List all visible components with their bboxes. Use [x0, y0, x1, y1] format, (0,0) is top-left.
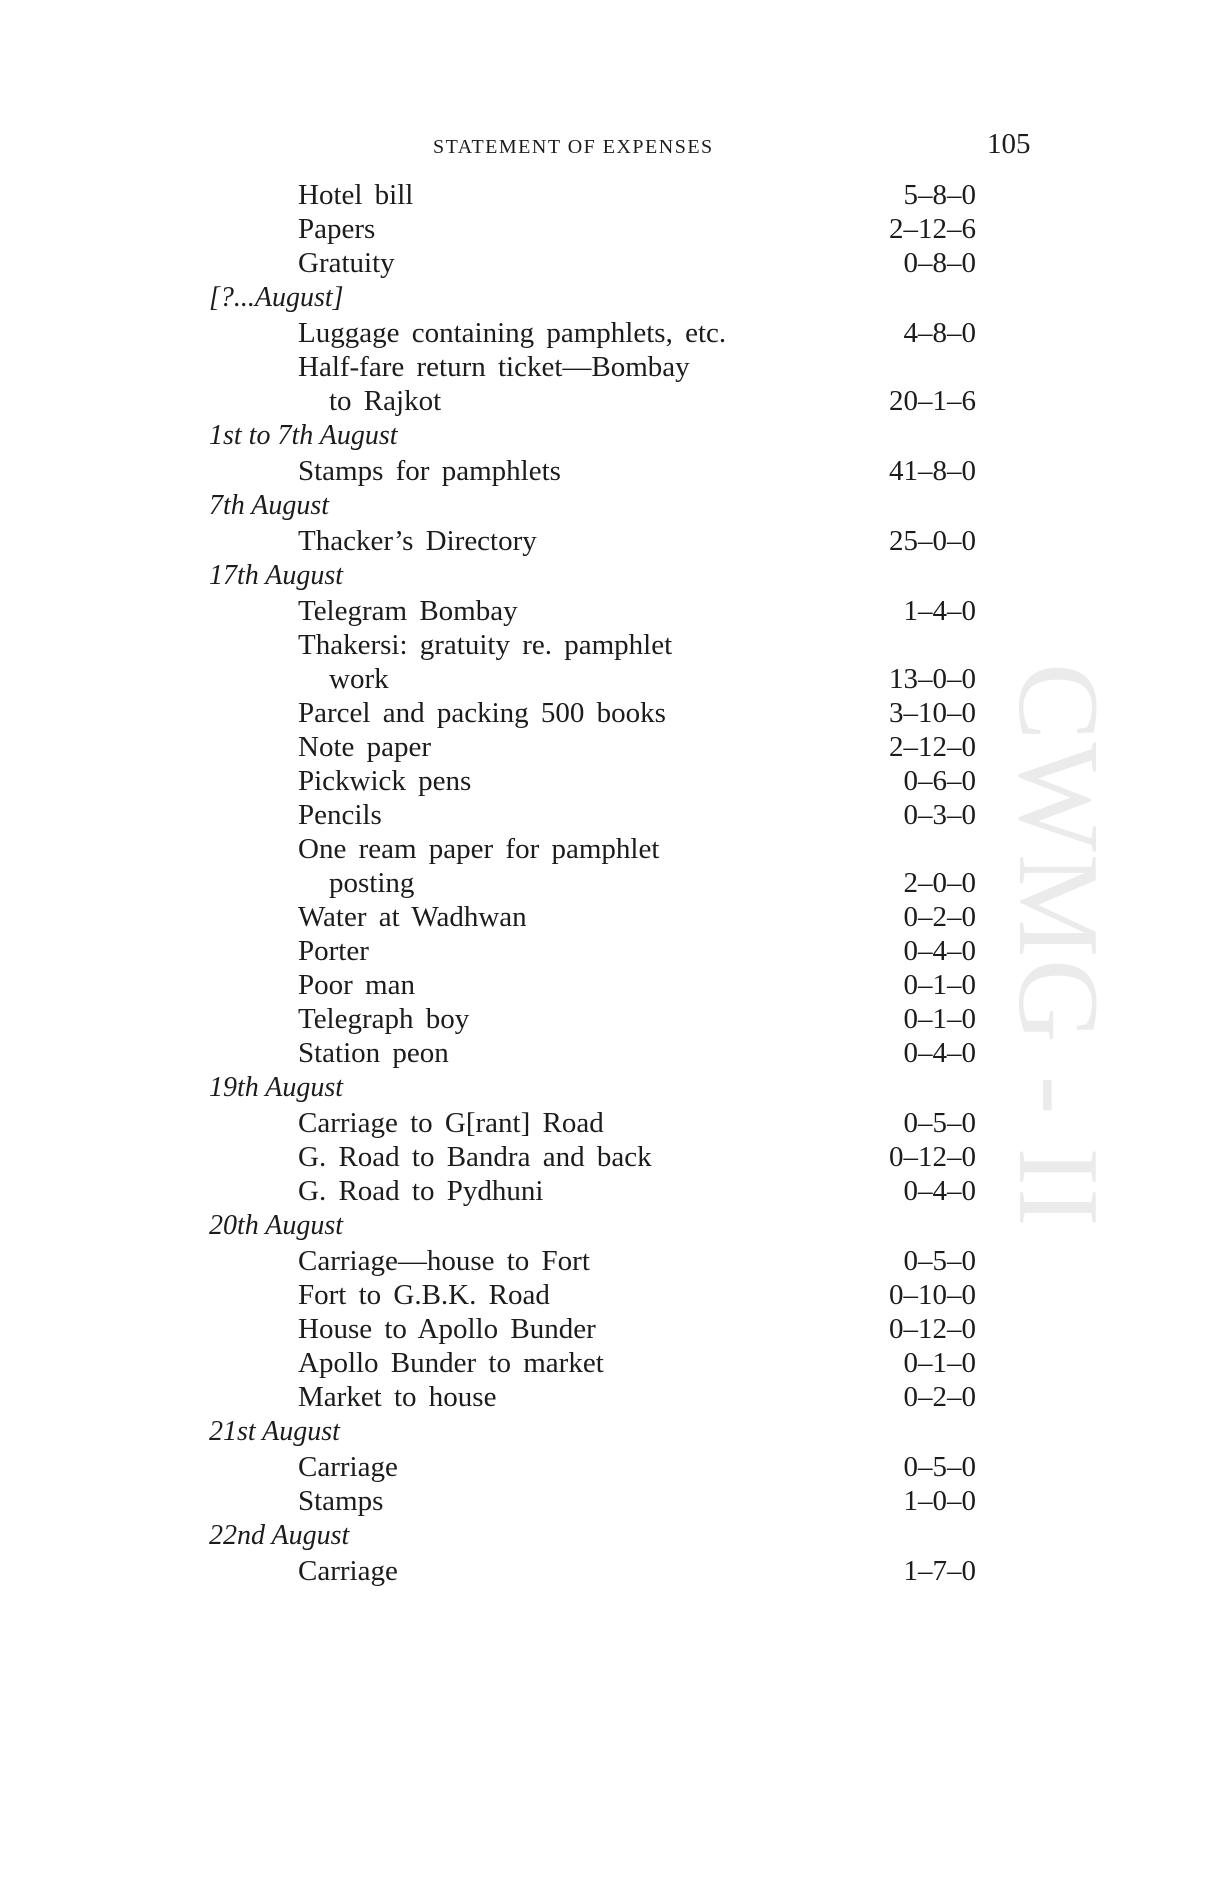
ledger-section [200, 418, 1000, 488]
entry-amount: 13–0–0 [889, 663, 976, 695]
entry-description [298, 1313, 596, 1345]
entry-description [298, 1451, 398, 1483]
entry-description [298, 1485, 383, 1517]
expense-entry [200, 934, 1000, 968]
entry-amount: 2–12–6 [889, 213, 976, 245]
ledger-section [200, 558, 1000, 1070]
entry-description [298, 317, 726, 349]
expense-entry [200, 1346, 1000, 1380]
entry-amount: 41–8–0 [889, 455, 976, 487]
entry-description [298, 901, 527, 933]
ledger-section [200, 280, 1000, 418]
entry-amount: 20–1–6 [889, 385, 976, 417]
entry-item: Thacker’s Directory [298, 525, 537, 557]
entry-item-continuation: posting [329, 867, 415, 899]
ledger-section [200, 178, 1000, 280]
entry-description [298, 1175, 543, 1207]
entry-amount: 0–2–0 [903, 1381, 976, 1413]
entry-amount: 0–12–0 [889, 1141, 976, 1173]
entry-description [298, 935, 369, 967]
entry-item: House to Apollo Bunder [298, 1313, 596, 1345]
entry-amount: 1–7–0 [903, 1555, 976, 1587]
entry-amount: 2–12–0 [889, 731, 976, 763]
expense-entry [200, 524, 1000, 558]
entry-description [298, 1245, 590, 1277]
entry-description [298, 525, 537, 557]
expense-entry [200, 730, 1000, 764]
expense-entry [200, 246, 1000, 280]
entry-amount: 0–1–0 [903, 1003, 976, 1035]
entry-item: Note paper [298, 731, 432, 763]
entry-amount: 0–8–0 [903, 247, 976, 279]
expense-entry [200, 1484, 1000, 1518]
entry-description [298, 1107, 604, 1139]
entry-item: Water at Wadhwan [298, 901, 527, 933]
entry-item: Stamps for pamphlets [298, 455, 561, 487]
entry-amount: 3–10–0 [889, 697, 976, 729]
expense-entry [200, 1244, 1000, 1278]
section-date: 7th August [209, 490, 330, 521]
entry-description [298, 247, 395, 279]
expense-entry [200, 594, 1000, 628]
entry-item: Luggage containing pamphlets, etc. [298, 317, 727, 349]
entry-description [298, 628, 820, 696]
expense-entry [200, 832, 1000, 900]
expense-entry [200, 968, 1000, 1002]
entry-description [298, 765, 471, 797]
entry-amount: 4–8–0 [903, 317, 976, 349]
entry-item: Stamps [298, 1485, 384, 1517]
entry-item: Hotel bill [298, 179, 414, 211]
expense-entry [200, 1380, 1000, 1414]
entry-amount: 1–0–0 [903, 1485, 976, 1517]
entry-description [298, 731, 431, 763]
section-date: 21st August [209, 1416, 340, 1447]
entry-item: Pencils [298, 799, 382, 831]
section-date: 22nd August [209, 1520, 350, 1551]
ledger-section [200, 1208, 1000, 1414]
entry-description [298, 799, 382, 831]
entry-description [298, 832, 820, 900]
entry-item: Carriage [298, 1555, 398, 1587]
ledger-section [200, 1070, 1000, 1208]
expense-entry [200, 1174, 1000, 1208]
expense-entry [200, 1450, 1000, 1484]
entry-description [298, 213, 375, 245]
section-date: [?...August] [209, 282, 344, 313]
expense-entry [200, 1140, 1000, 1174]
entry-description [298, 350, 820, 418]
entry-item: Station peon [298, 1037, 449, 1069]
entry-description [298, 1003, 469, 1035]
entry-item: Apollo Bunder to market [298, 1347, 604, 1379]
section-date: 20th August [209, 1210, 344, 1241]
entry-amount: 0–2–0 [903, 901, 976, 933]
expense-entry [200, 1312, 1000, 1346]
entry-amount: 0–1–0 [903, 969, 976, 1001]
entry-amount: 0–3–0 [903, 799, 976, 831]
entry-amount: 0–4–0 [903, 935, 976, 967]
entry-description [298, 1381, 496, 1413]
entry-item: Pickwick pens [298, 765, 472, 797]
expense-entry [200, 696, 1000, 730]
watermark: CWMG - II [994, 662, 1122, 1229]
entry-description [298, 179, 413, 211]
entry-description [298, 969, 415, 1001]
expense-entry [200, 1002, 1000, 1036]
expense-entry [200, 798, 1000, 832]
entry-item: Telegraph boy [298, 1003, 470, 1035]
expense-entry [200, 212, 1000, 246]
entry-item: Market to house [298, 1381, 497, 1413]
entry-description [298, 595, 518, 627]
entry-item: Papers [298, 213, 376, 245]
entry-amount: 0–12–0 [889, 1313, 976, 1345]
entry-item: Carriage to G[rant] Road [298, 1107, 604, 1139]
ledger-section [200, 488, 1000, 558]
section-date: 19th August [209, 1072, 344, 1103]
entry-item: Poor man [298, 969, 415, 1001]
ledger-section [200, 1414, 1000, 1518]
expense-entry [200, 1278, 1000, 1312]
entry-description [298, 1279, 550, 1311]
entry-amount: 0–5–0 [903, 1245, 976, 1277]
expense-entry [200, 316, 1000, 350]
entry-item: Parcel and packing 500 books [298, 697, 666, 729]
entry-amount: 1–4–0 [903, 595, 976, 627]
entry-amount: 0–5–0 [903, 1107, 976, 1139]
expense-entry [200, 1106, 1000, 1140]
entry-description [298, 697, 666, 729]
entry-amount: 5–8–0 [903, 179, 976, 211]
entry-item: Gratuity [298, 247, 395, 279]
expense-entry [200, 178, 1000, 212]
entry-item: G. Road to Bandra and back [298, 1141, 652, 1173]
expense-entry [200, 1554, 1000, 1588]
entry-item-continuation: to Rajkot [329, 385, 442, 417]
expense-entry [200, 900, 1000, 934]
entry-amount: 0–5–0 [903, 1451, 976, 1483]
entry-item: Carriage—house to Fort [298, 1245, 590, 1277]
running-title: STATEMENT OF EXPENSES [433, 136, 714, 158]
entry-amount: 0–1–0 [903, 1347, 976, 1379]
expense-entry [200, 628, 1000, 696]
entry-description [298, 455, 561, 487]
entry-item: Telegram Bombay [298, 595, 518, 627]
entry-amount: 0–4–0 [903, 1037, 976, 1069]
entry-item: Carriage [298, 1451, 398, 1483]
expense-entry [200, 764, 1000, 798]
expense-entry [200, 454, 1000, 488]
entry-description [298, 1141, 652, 1173]
section-date: 1st to 7th August [209, 420, 398, 451]
entry-item: Fort to G.B.K. Road [298, 1279, 550, 1311]
entry-item: One ream paper for pamphlet [298, 833, 660, 865]
page-number: 105 [987, 128, 1031, 160]
entry-item: Porter [298, 935, 369, 967]
entry-item: Half-fare return ticket—Bombay [298, 351, 690, 383]
entry-item-continuation: work [329, 663, 389, 695]
entry-description [298, 1555, 398, 1587]
entry-amount: 0–4–0 [903, 1175, 976, 1207]
entry-description [298, 1347, 604, 1379]
expense-entry [200, 350, 1000, 418]
entry-item: G. Road to Pydhuni [298, 1175, 544, 1207]
entry-amount: 2–0–0 [903, 867, 976, 899]
ledger-section [200, 1518, 1000, 1588]
entry-amount: 0–10–0 [889, 1279, 976, 1311]
entry-amount: 0–6–0 [903, 765, 976, 797]
expense-ledger [200, 178, 1000, 1588]
entry-amount: 25–0–0 [889, 525, 976, 557]
entry-description [298, 1037, 449, 1069]
section-date: 17th August [209, 560, 344, 591]
entry-item: Thakersi: gratuity re. pamphlet [298, 629, 673, 661]
expense-entry [200, 1036, 1000, 1070]
